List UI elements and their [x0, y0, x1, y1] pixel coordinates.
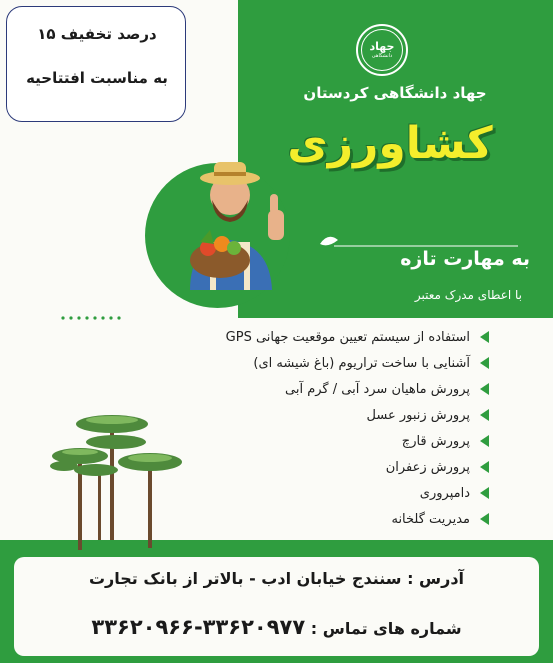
bullet-icon — [480, 383, 489, 395]
course-label: پرورش ماهیان سرد آبی / گرم آبی — [285, 381, 470, 397]
bullet-icon — [480, 357, 489, 369]
list-item — [149, 324, 489, 350]
logo-emblem — [361, 29, 403, 71]
course-label: پرورش زعفران — [385, 459, 470, 475]
discount-line-2: به مناسبت افتتاحیه — [26, 69, 168, 87]
subtitle: به مهارت تازه — [400, 248, 530, 270]
bullet-icon — [480, 513, 489, 525]
course-label: دامپروری — [419, 485, 470, 501]
address-text: آدرس : سنندج خیابان ادب - بالاتر از بانک تجارت — [88, 569, 465, 588]
list-item — [149, 376, 489, 402]
main-title: کشاورزی — [287, 118, 493, 169]
bullet-icon — [480, 435, 489, 447]
course-list — [149, 324, 489, 532]
organization-title: جهاد دانشگاهی کردستان — [303, 84, 487, 102]
logo-subtext: دانشگاهی — [371, 53, 393, 59]
discount-box — [6, 6, 186, 122]
jahad-logo — [356, 24, 408, 76]
dots-decoration — [60, 315, 130, 321]
certificate-note: با اعطای مدرک معتبر — [414, 288, 522, 302]
course-label: پرورش قارچ — [401, 433, 470, 449]
phone-numbers: ۳۳۶۲۰۹۷۷-۳۳۶۲۰۹۶۶ — [91, 615, 306, 639]
course-label: مدیریت گلخانه — [391, 511, 470, 527]
phone-line — [14, 615, 539, 639]
farmer-illustration — [160, 150, 300, 290]
list-item — [149, 402, 489, 428]
list-item — [149, 506, 489, 532]
course-label: پرورش زنبور عسل — [366, 407, 470, 423]
trees-illustration — [40, 410, 200, 550]
phone-label: شماره های تماس : — [310, 619, 462, 638]
bullet-icon — [480, 487, 489, 499]
bullet-icon — [480, 461, 489, 473]
bullet-icon — [480, 409, 489, 421]
list-item — [149, 480, 489, 506]
discount-line-1: ۱۵ درصد تخفیف — [37, 25, 157, 43]
bullet-icon — [480, 331, 489, 343]
list-item — [149, 350, 489, 376]
list-item — [149, 454, 489, 480]
list-item — [149, 428, 489, 454]
logo-text: جهاد — [369, 40, 395, 53]
course-label: استفاده از سیستم تعیین موقعیت جهانی GPS — [225, 329, 470, 345]
contact-footer — [14, 557, 539, 656]
course-label: آشنایی با ساخت تراریوم (باغ شیشه ای) — [253, 355, 470, 371]
